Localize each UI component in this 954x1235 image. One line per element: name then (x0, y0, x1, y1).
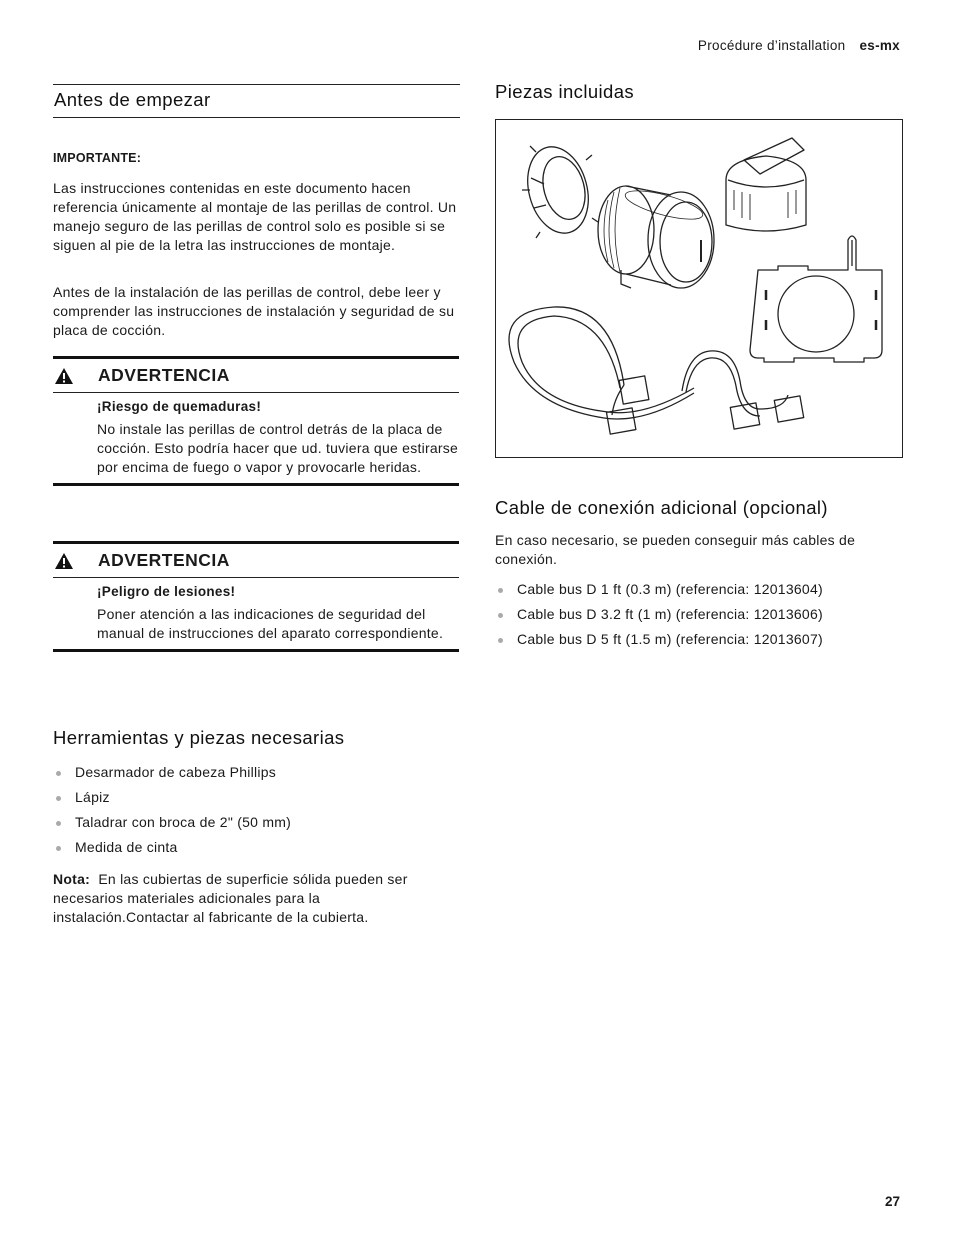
header-section: Procédure d’installation (697, 38, 846, 53)
antes-paragraph-1: Las instrucciones contenidas en este documento hacen referencia únicamente al montaje de las perillas de control. Un manejo seguro de las perillas de control solo es posible si se siguen al pie de la letra las instrucciones de montaje. (53, 180, 457, 253)
herramientas-list (53, 760, 459, 860)
list-item: Lápiz (53, 785, 459, 810)
herramientas-title: Herramientas y piezas necesarias (53, 727, 345, 748)
cable-title: Cable de conexión adicional (opcional) (495, 497, 828, 518)
list-item: Cable bus D 5 ft (1.5 m) (referencia: 12013607) (495, 627, 901, 652)
mounting-plate-illustration (750, 236, 882, 362)
antes-heading-box (53, 84, 460, 118)
warning-text: Poner atención a las indicaciones de seguridad del manual de instrucciones del aparato correspondiente. (97, 606, 444, 641)
warning-box-burn (53, 356, 459, 486)
warning-body (53, 578, 459, 649)
antes-paragraph-2: Antes de la instalación de las perillas de control, debe leer y comprender las instrucciones de instalación y seguridad de su placa de cocción. (53, 284, 455, 338)
warning-header (53, 544, 459, 578)
list-item: Taladrar con broca de 2" (50 mm) (53, 810, 459, 835)
parts-illustration (495, 119, 903, 458)
warning-subtitle: ¡Peligro de lesiones! (97, 584, 236, 599)
warning-title: ADVERTENCIA (98, 365, 230, 385)
cap-knob-illustration (726, 138, 806, 231)
warning-body (53, 393, 459, 483)
warning-box-injury (53, 541, 459, 652)
antes-title: Antes de empezar (54, 89, 211, 110)
list-item: Cable bus D 3.2 ft (1 m) (referencia: 12013606) (495, 602, 901, 627)
list-item: Desarmador de cabeza Phillips (53, 760, 459, 785)
knob-body-illustration (598, 185, 714, 288)
importante-label: IMPORTANTE: (53, 151, 142, 165)
warning-text: No instale las perillas de control detrás de la placa de cocción. Esto podría hacer que ud. tuviera que estirarse por encima de fuego o vapor y provocarle heridas. (97, 421, 459, 475)
note-paragraph (53, 870, 459, 927)
list-item: Cable bus D 1 ft (0.3 m) (referencia: 12013604) (495, 577, 901, 602)
page-header (698, 38, 900, 53)
cable-intro: En caso necesario, se pueden conseguir más cables de conexión. (495, 532, 856, 567)
warning-header (53, 359, 459, 393)
note-text: En las cubiertas de superficie sólida pueden ser necesarios materiales adicionales para la instalación.Contactar al fabricante de la cubierta. (53, 871, 408, 925)
warning-subtitle: ¡Riesgo de quemaduras! (97, 399, 262, 414)
warning-title: ADVERTENCIA (98, 550, 230, 570)
note-label: Nota: (53, 871, 91, 887)
page-number: 27 (884, 1194, 900, 1209)
piezas-title: Piezas incluidas (495, 81, 635, 102)
warning-triangle-icon (53, 367, 98, 385)
threaded-ring-illustration (519, 140, 598, 240)
list-item: Medida de cinta (53, 835, 459, 860)
long-cable-illustration (509, 307, 694, 434)
warning-triangle-icon (53, 552, 98, 570)
cable-list (495, 577, 901, 652)
header-lang: es-mx (859, 38, 900, 53)
